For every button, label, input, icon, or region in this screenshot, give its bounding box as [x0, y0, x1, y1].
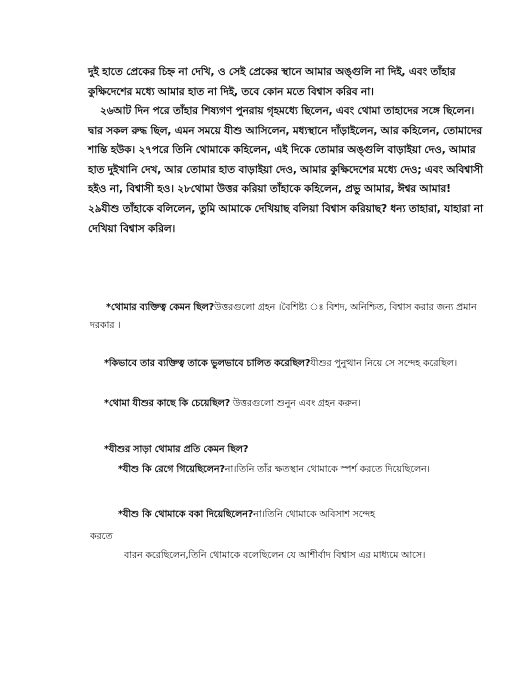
- answer-text: করতে: [90, 531, 113, 542]
- scripture-paragraph-2: ২৬আট দিন পরে তাঁহার শিষ্যগণ পুনরায় গৃহমধ্যে ছিলেন, এবং থোমা তাহাদের সঙ্গে ছিলেন। দ্বার সকল রুদ্ধ ছিল, এমন সময়ে যীশু আসিলেন, মধ্যস্থানে দাঁড়াইলেন, আর কহিলেন, তোমাদের শান্তি হউক। ২৭পরে তিনি থোমাকে কহিলেন, এই দিকে তোমার অঙ্গুলি বাড়াইয়া দেও, আমার হাত দুইখানি দেখ, আর তোমার হাত বাড়াইয়া দেও, আমার কুক্ষিদেশের মধ্যে দেও; এবং অবিশ্বাসী হইও না, বিশ্বাসী হও। ২৮থোমা উত্তর করিয়া তাঁহাকে কহিলেন, প্রভু আমার, ঈশ্বর আমার! ২৯যীশু তাঁহাকে বলিলেন, তুমি আমাকে দেখিয়াছ বলিয়া বিশ্বাস করিয়াছ? ধন্য তাহারা, যাহারা না দেখিয়া বিশ্বাস করিল।: [88, 105, 483, 235]
- answer-text: উত্তরগুলো গ্রহন ।বৈশিষ্ট্য ঃ বিশদ, অনিশ্চিত, বিশ্বাস করার জন্য প্রমান দরকার ।: [90, 302, 477, 331]
- question-text: *যীশু কি থোমাকে বকা দিয়েছিলেন?: [118, 509, 254, 520]
- scripture-paragraph-1: দুই হাতে প্রেকের চিহ্ন না দেখি, ও সেই প্রেকের স্থানে আমার অঙ্গুলি না দিই, এবং তাঁহার কুক্ষিদেশের মধ্যে আমার হাত না দিই, তবে কোন মতে বিশ্বাস করিব না।: [88, 66, 456, 98]
- question-text: *যীশু কি রেগে গিয়েছিলেন?: [118, 464, 225, 475]
- question-angry: [118, 461, 468, 479]
- answer-continuation-1: [90, 528, 190, 546]
- question-text: *কিভাবে তার ব্যক্তিত্ব তাকে ভুলভাবে চালিত করেছিল?: [104, 358, 311, 369]
- answer-text: না।তিনি তাঁর ক্ষতস্থান থোমাকে স্পর্শ করতে দিয়েছিলেন।: [224, 464, 430, 475]
- question-wanted: [104, 395, 489, 413]
- answer-text: বারন করেছিলেন,তিনি থোমাকে বলেছিলেন যে আশীর্বাদ বিশ্বাস এর মাধ্যমে আসে।: [124, 550, 426, 561]
- question-text: *থোমার ব্যক্তিত্ব কেমন ছিল?: [106, 302, 215, 313]
- question-response: [104, 441, 489, 459]
- question-misled: [90, 355, 485, 373]
- question-personality: [90, 299, 485, 335]
- question-scold: [118, 506, 478, 524]
- answer-continuation-2: [124, 547, 479, 565]
- answer-text: না।তিনি থোমাকে অবিসাশ সন্দেহ: [253, 509, 375, 520]
- question-text: *থোমা যীশুর কাছে কি চেয়েছিল?: [104, 398, 231, 409]
- answer-text: যীশুর পুনুত্থান নিয়ে সে সন্দেহ করেছিল।: [310, 358, 457, 369]
- question-text: *যীশুর সাড়া থোমার প্রতি কেমন ছিল?: [104, 444, 249, 455]
- answer-text: উত্তরগুলো শুনুন এবং গ্রহন করুন।: [230, 398, 361, 409]
